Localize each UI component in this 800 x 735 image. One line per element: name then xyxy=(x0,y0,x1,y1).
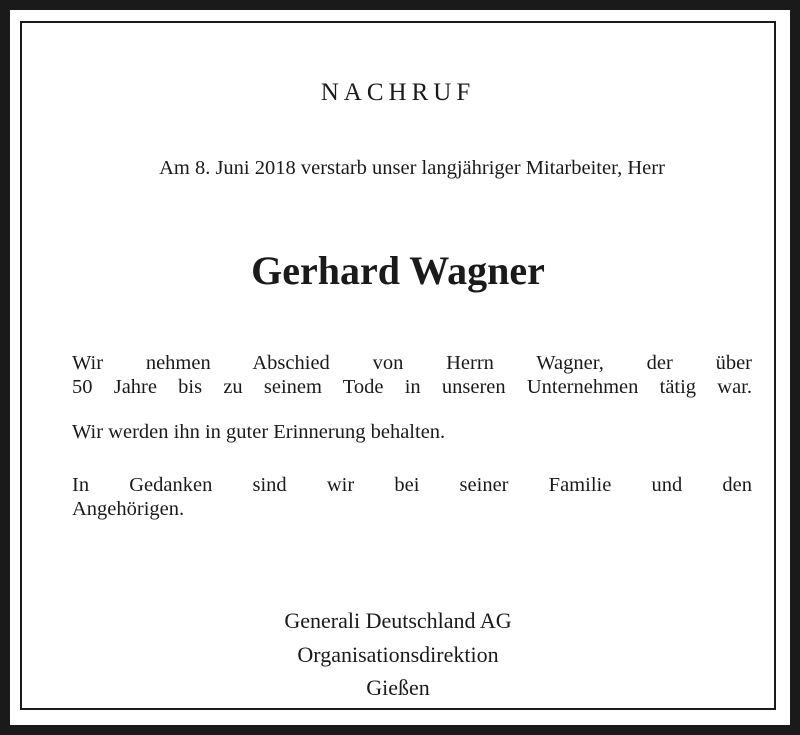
farewell-line-1: Wir nehmen Abschied von Herrn Wagner, der über xyxy=(72,352,752,374)
notice-frame xyxy=(20,21,776,710)
signature-company: Generali Deutschland AG xyxy=(284,608,512,633)
remembrance-line: Wir werden ihn in guter Erinnerung behalten. xyxy=(72,421,446,443)
notice-heading: NACHRUF xyxy=(320,79,476,106)
signature-city: Gießen xyxy=(366,675,430,700)
farewell-line-2: 50 Jahre bis zu seinem Tode in unseren Unternehmen tätig war. xyxy=(72,376,752,398)
signature-department: Organisationsdirektion xyxy=(297,642,499,667)
deceased-name: Gerhard Wagner xyxy=(251,248,545,293)
farewell-paragraph xyxy=(72,351,752,399)
intro-text: Am 8. Juni 2018 verstarb unser langjähriger Mitarbeiter, Herr xyxy=(159,157,665,179)
condolence-line-2: Angehörigen. xyxy=(72,498,185,520)
condolence-paragraph xyxy=(72,473,752,521)
condolence-line-1: In Gedanken sind wir bei seiner Familie und den xyxy=(72,474,752,496)
remembrance-paragraph xyxy=(72,420,752,444)
notice-background xyxy=(10,10,790,725)
